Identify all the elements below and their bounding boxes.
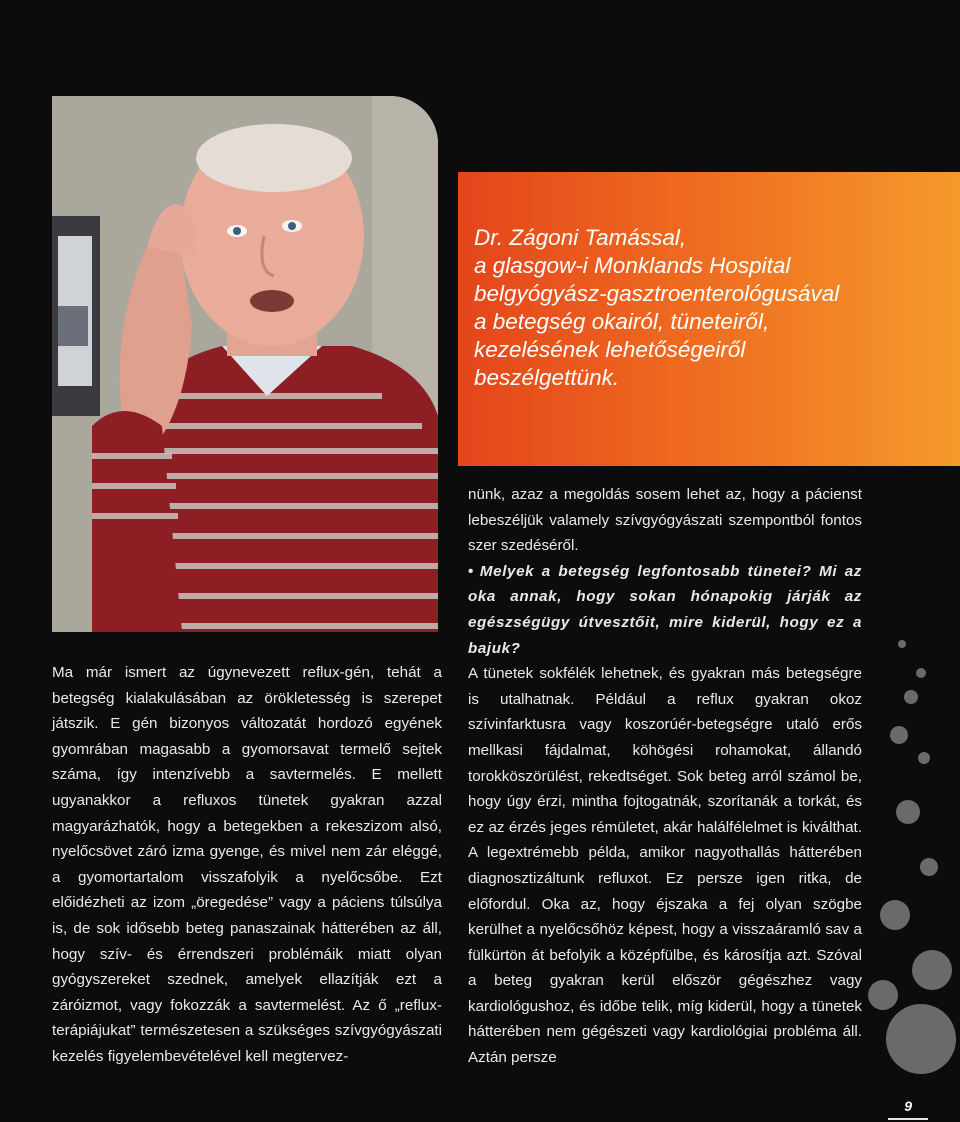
decor-dot <box>912 950 952 990</box>
decor-dot <box>898 640 906 648</box>
question-text: Melyek a betegség legfontosabb tünetei? Mi az oka annak, hogy sokan hónapokig járják az egészségügy útvesztőit, mire kiderül, hogy ez a bajuk? <box>468 562 862 657</box>
portrait-illustration <box>52 96 438 632</box>
left-paragraph: Ma már ismert az úgynevezett reflux-gén, tehát a betegség kialakulásában az örökletesség is szerepet játszik. E gén bizonyos változatát hordozó egyének gyomrában magasabb a gyomorsavat termelő sejtek száma, így intenzívebb a savtermelés. E mellett ugyanakkor a refluxos tünetek gyakran azzal magyarázhatók, hogy a betegekben a rekeszizom alsó, nyelőcsövet záró izma gyenge, és mivel nem zár eléggé, a gyomortartalom visszafolyik a nyelőcsőbe. Ezt előidézheti az izom „öregedése” vagy a páciens túlsúlya is, de sok idősebb beteg panaszainak hátterében az áll, hogy szív- és érrendszeri problémáik miatt olyan gyógyszereket szednek, amelyek ellazítják ezt a záróizmot, vagy fokozzák a savtermelést. Az ő „reflux-terápiájukat” természetesen a szükséges szívgyógyászati kezelés figyelembevételével kell megtervez- <box>52 664 442 1065</box>
page-number: 9 <box>904 1098 912 1114</box>
interview-photo <box>52 96 438 632</box>
decor-dot <box>896 800 920 824</box>
decor-dot <box>920 858 938 876</box>
decor-dot <box>880 900 910 930</box>
decor-dot <box>918 752 930 764</box>
decor-dot <box>916 668 926 678</box>
decor-dot <box>904 690 918 704</box>
interview-question <box>468 559 862 661</box>
answer-paragraph: A tünetek sokfélék lehetnek, és gyakran más betegségre is utalhatnak. Például a reflux gyakran okoz szívinfarktusra vagy koszorúér-betegségre utaló erős mellkasi fájdalmat, köhögési rohamokat, állandó torokköszörülést, rekedtséget. Sok beteg arról számol be, hogy úgy érzi, mintha fojtogatnák, szorítanák a torkát, és ez az érzés jeges rémületet, akár halálfélelmet is kiválthat. A legextrémebb példa, amikor nagyothallás hátterében diagnosztizáltunk refluxot. Ez persze igen ritka, de előfordul. Oka az, hogy éjszaka a fej olyan szögbe kerülhet a nyelőcsőhöz képest, hogy a visszaáramló sav a fülkürtön át befolyik a középfülbe, és károsítja azt. Szóval a beteg gyakran kerül először gégészhez vagy kardiológushoz, és időbe telik, míg kiderül, hogy a tünetek hátterében nem gégészeti vagy kardiológiai probléma áll. Aztán persze <box>468 665 862 1067</box>
decor-dot <box>886 1004 956 1074</box>
decor-dot <box>890 726 908 744</box>
left-text-column <box>52 660 442 1070</box>
right-text-column <box>468 482 862 1071</box>
banner-intro-text: Dr. Zágoni Tamással, a glasgow-i Monklands Hospital belgyógyász-gasztroenterológusával a betegség okairól, tüneteiről, kezelésének lehetőségeiről beszélgettünk. <box>474 225 840 390</box>
page-number-underline <box>888 1118 928 1120</box>
bullet-icon: • <box>468 562 474 580</box>
right-continuation: nünk, azaz a megoldás sosem lehet az, hogy a pácienst lebeszéljük valamely szívgyógyászati szempontból fontos szer szedéséről. <box>468 486 862 555</box>
decor-dot <box>868 980 898 1010</box>
intro-banner <box>458 172 960 466</box>
